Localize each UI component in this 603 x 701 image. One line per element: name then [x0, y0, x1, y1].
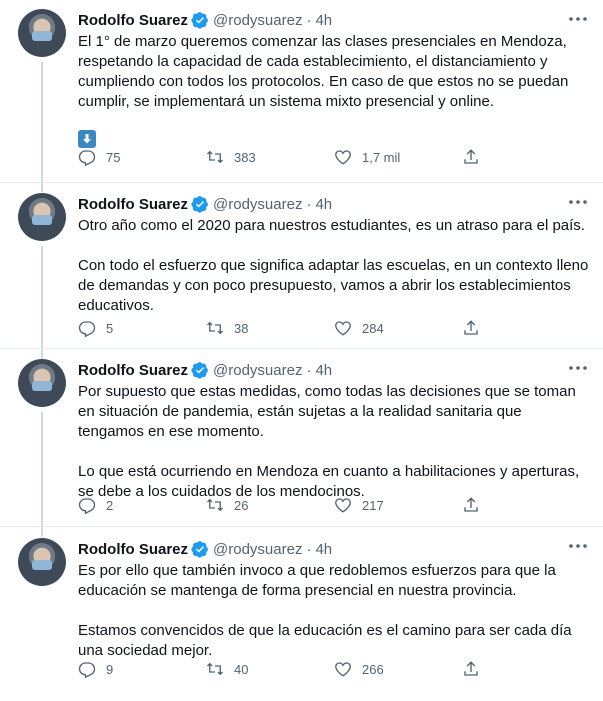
tweet-actions	[78, 659, 589, 679]
like-button[interactable]	[334, 319, 462, 337]
retweet-count: 38	[234, 320, 249, 336]
author-handle[interactable]: @rodysuarez	[213, 195, 303, 213]
separator: ·	[306, 195, 312, 213]
tweet-paragraph: Lo que está ocurriendo en Mendoza en cuanto a habilitaciones y aperturas, se debe a los cuidados de los mendocinos.	[78, 463, 580, 500]
retweet-button[interactable]	[206, 496, 334, 514]
share-button[interactable]	[462, 496, 490, 514]
timestamp[interactable]: 4h	[315, 361, 333, 379]
tweet-text	[78, 382, 589, 502]
retweet-button[interactable]	[206, 319, 334, 337]
like-icon	[334, 496, 352, 514]
tweet-header	[78, 538, 589, 560]
share-button[interactable]	[462, 148, 490, 166]
like-icon	[334, 660, 352, 678]
tweet-actions	[78, 147, 589, 167]
separator: ·	[306, 361, 312, 379]
separator: ·	[306, 540, 312, 558]
reply-icon	[78, 496, 96, 514]
tweet-header	[78, 359, 589, 381]
retweet-count: 383	[234, 149, 256, 165]
more-options-icon[interactable]	[567, 195, 589, 209]
retweet-icon	[206, 496, 224, 514]
like-count: 284	[362, 320, 384, 336]
tweet-text	[78, 216, 589, 316]
down-arrow-emoji	[78, 130, 96, 148]
reply-icon	[78, 148, 96, 166]
tweet-paragraph: El 1° de marzo queremos comenzar las clases presenciales en Mendoza, respetando la capacidad de cada establecimiento, el distanciamiento y cumpliendo con todos los protocolos. En caso de que estos no se puedan cumplir, se implementará un sistema mixto presencial y online.	[78, 33, 569, 110]
verified-badge-icon	[191, 11, 209, 29]
timestamp[interactable]: 4h	[315, 195, 333, 213]
reply-button[interactable]	[78, 148, 206, 166]
reply-button[interactable]	[78, 496, 206, 514]
reply-button[interactable]	[78, 660, 206, 678]
tweet-actions	[78, 495, 589, 515]
like-button[interactable]	[334, 148, 462, 166]
retweet-icon	[206, 148, 224, 166]
tweet-actions	[78, 318, 589, 338]
like-button[interactable]	[334, 496, 462, 514]
tweet-paragraph: Con todo el esfuerzo que significa adaptar las escuelas, en un contexto lleno de demandas y con poco presupuesto, vamos a abrir los establecimientos educativos.	[78, 257, 589, 314]
share-button[interactable]	[462, 319, 490, 337]
avatar[interactable]	[18, 9, 66, 57]
avatar[interactable]	[18, 193, 66, 241]
tweet-paragraph: Es por ello que también invoco a que redoblemos esfuerzos para que la educación se mantenga de forma presencial en nuestra provincia.	[78, 562, 556, 599]
reply-button[interactable]	[78, 319, 206, 337]
tweet-text	[78, 32, 589, 154]
reply-count: 9	[106, 661, 114, 677]
author-handle[interactable]: @rodysuarez	[213, 540, 303, 558]
author-name[interactable]: Rodolfo Suarez	[78, 540, 189, 558]
timestamp[interactable]: 4h	[315, 11, 333, 29]
like-count: 266	[362, 661, 384, 677]
like-icon	[334, 148, 352, 166]
verified-badge-icon	[191, 195, 209, 213]
tweet-text	[78, 561, 589, 661]
tweet-paragraph: Otro año como el 2020 para nuestros estudiantes, es un atraso para el país.	[78, 217, 585, 234]
share-icon	[462, 148, 480, 166]
avatar[interactable]	[18, 538, 66, 586]
reply-count: 75	[106, 149, 121, 165]
tweet-3[interactable]	[0, 349, 603, 527]
author-name[interactable]: Rodolfo Suarez	[78, 11, 189, 29]
like-button[interactable]	[334, 660, 462, 678]
share-icon	[462, 660, 480, 678]
separator: ·	[306, 11, 312, 29]
more-options-icon[interactable]	[567, 12, 589, 26]
retweet-count: 40	[234, 661, 249, 677]
author-name[interactable]: Rodolfo Suarez	[78, 195, 189, 213]
reply-count: 5	[106, 320, 114, 336]
share-icon	[462, 496, 480, 514]
tweet-paragraph: Estamos convencidos de que la educación es el camino para ser cada día una sociedad mejor.	[78, 622, 572, 659]
author-handle[interactable]: @rodysuarez	[213, 11, 303, 29]
share-icon	[462, 319, 480, 337]
retweet-button[interactable]	[206, 148, 334, 166]
author-handle[interactable]: @rodysuarez	[213, 361, 303, 379]
share-button[interactable]	[462, 660, 490, 678]
tweet-header	[78, 193, 589, 215]
more-options-icon[interactable]	[567, 539, 589, 553]
thread-line	[41, 246, 43, 359]
tweet-2[interactable]	[0, 183, 603, 349]
avatar[interactable]	[18, 359, 66, 407]
reply-count: 2	[106, 497, 114, 513]
retweet-icon	[206, 319, 224, 337]
like-count: 1,7 mil	[362, 149, 401, 165]
reply-icon	[78, 319, 96, 337]
verified-badge-icon	[191, 540, 209, 558]
tweet-1[interactable]	[0, 0, 603, 183]
like-count: 217	[362, 497, 384, 513]
retweet-icon	[206, 660, 224, 678]
retweet-count: 26	[234, 497, 249, 513]
reply-icon	[78, 660, 96, 678]
verified-badge-icon	[191, 361, 209, 379]
thread-line	[41, 412, 43, 537]
tweet-header	[78, 9, 589, 31]
retweet-button[interactable]	[206, 660, 334, 678]
thread-line	[41, 62, 43, 192]
more-options-icon[interactable]	[567, 361, 589, 375]
tweet-paragraph: Por supuesto que estas medidas, como todas las decisiones que se toman en situación de pandemia, están sujetas a la realidad sanitaria que tengamos en ese momento.	[78, 383, 576, 440]
author-name[interactable]: Rodolfo Suarez	[78, 361, 189, 379]
timestamp[interactable]: 4h	[315, 540, 333, 558]
tweet-4[interactable]	[0, 527, 603, 701]
like-icon	[334, 319, 352, 337]
